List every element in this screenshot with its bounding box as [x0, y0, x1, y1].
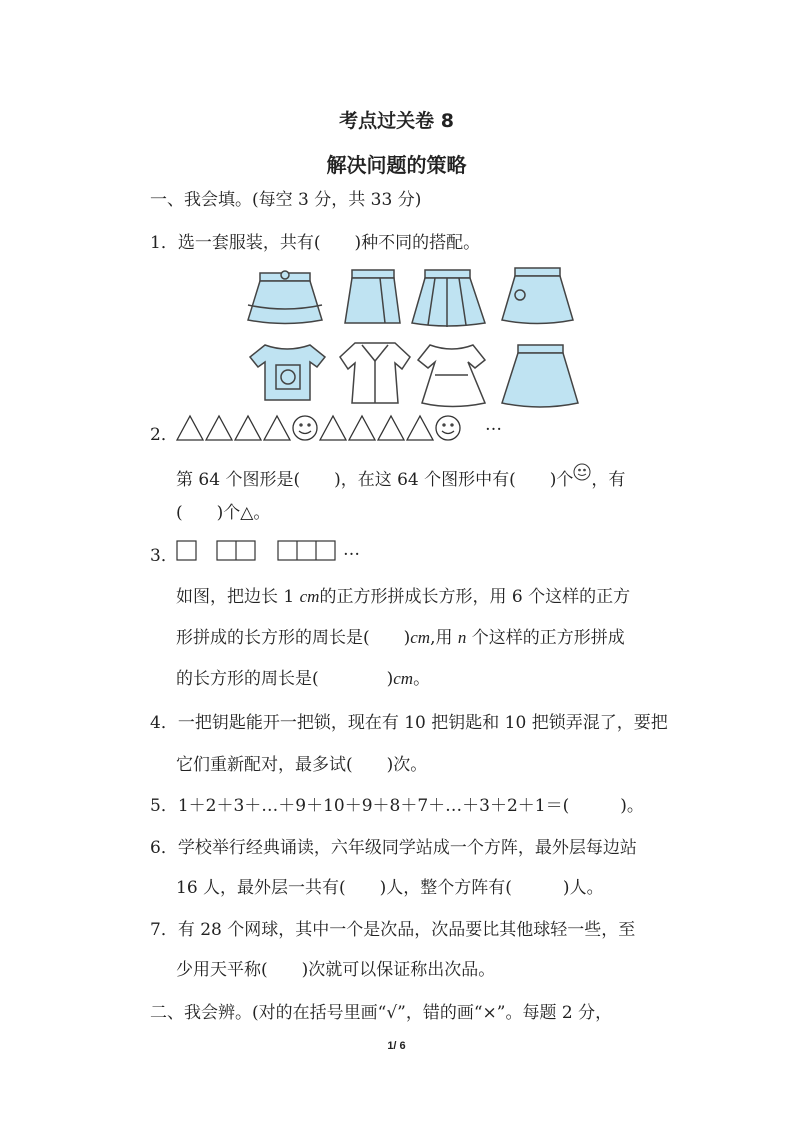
triangle-icon — [177, 416, 203, 440]
triangle-icon — [264, 416, 290, 440]
sailor-shirt-image — [340, 343, 410, 403]
square-sequence — [176, 540, 346, 564]
denim-skirt-image — [345, 270, 400, 323]
question-5: 5．1＋2＋3＋…＋9＋10＋9＋8＋7＋…＋3＋2＋1＝( )。 — [150, 796, 644, 816]
page-number: 1/ 6 — [387, 1040, 406, 1052]
smiley-icon — [436, 416, 460, 440]
question-6-line-2: 16 人，最外层一共有( )人，整个方阵有( )人。 — [176, 878, 604, 898]
question-3-number: 3． — [150, 546, 178, 566]
pleated-skirt-image — [412, 270, 485, 327]
triangle-smiley-sequence — [175, 413, 485, 443]
tshirt-image — [250, 345, 325, 400]
triangle-icon — [206, 416, 232, 440]
triangle-icon — [349, 416, 375, 440]
exam-subtitle: 解决问题的策略 — [326, 153, 467, 177]
question-1: 1．选一套服装，共有( )种不同的搭配。 — [150, 233, 481, 253]
triangle-icon — [407, 416, 433, 440]
question-7-line-1: 7．有 28 个网球，其中一个是次品，次品要比其他球轻一些，至 — [150, 920, 636, 940]
long-skirt-image — [502, 345, 578, 407]
question-4-line-2: 它们重新配对，最多试( )次。 — [176, 755, 428, 775]
ellipsis: … — [485, 415, 502, 435]
clothing-images — [240, 265, 585, 410]
question-7-line-2: 少用天平称( )次就可以保证称出次品。 — [176, 960, 496, 980]
question-2-line-2: ( )个△。 — [176, 503, 271, 523]
question-4-line-1: 4．一把钥匙能开一把锁，现在有 10 把钥匙和 10 把锁弄混了，要把 — [150, 713, 668, 733]
flared-skirt-image — [502, 268, 573, 324]
exam-title: 考点过关卷 8 — [339, 110, 454, 132]
smiley-icon — [293, 416, 317, 440]
question-2-line-1: 第 64 个图形是( )，在这 64 个图形中有( )个 ，有 — [176, 463, 625, 490]
triangle-icon — [378, 416, 404, 440]
question-3-line-1: 如图，把边长 1 cm的正方形拼成长方形，用 6 个这样的正方 — [176, 587, 631, 607]
dress-image — [418, 345, 485, 407]
triangle-icon — [235, 416, 261, 440]
ellipsis: … — [343, 540, 360, 560]
ruffled-skirt-image — [248, 271, 322, 324]
question-2-number: 2． — [150, 425, 178, 445]
question-6-line-1: 6．学校举行经典诵读，六年级同学站成一个方阵，最外层每边站 — [150, 838, 637, 858]
smiley-icon — [573, 463, 591, 481]
section-2-heading: 二、我会辨。(对的在括号里画“√”，错的画“×”。每题 2 分， — [150, 1003, 613, 1023]
section-1-heading: 一、我会填。(每空 3 分，共 33 分) — [150, 190, 422, 210]
question-3-line-3: 的长方形的周长是( )cm。 — [176, 669, 431, 689]
question-3-line-2: 形拼成的长方形的周长是( )cm,用 n 个这样的正方形拼成 — [176, 628, 625, 648]
triangle-icon — [320, 416, 346, 440]
